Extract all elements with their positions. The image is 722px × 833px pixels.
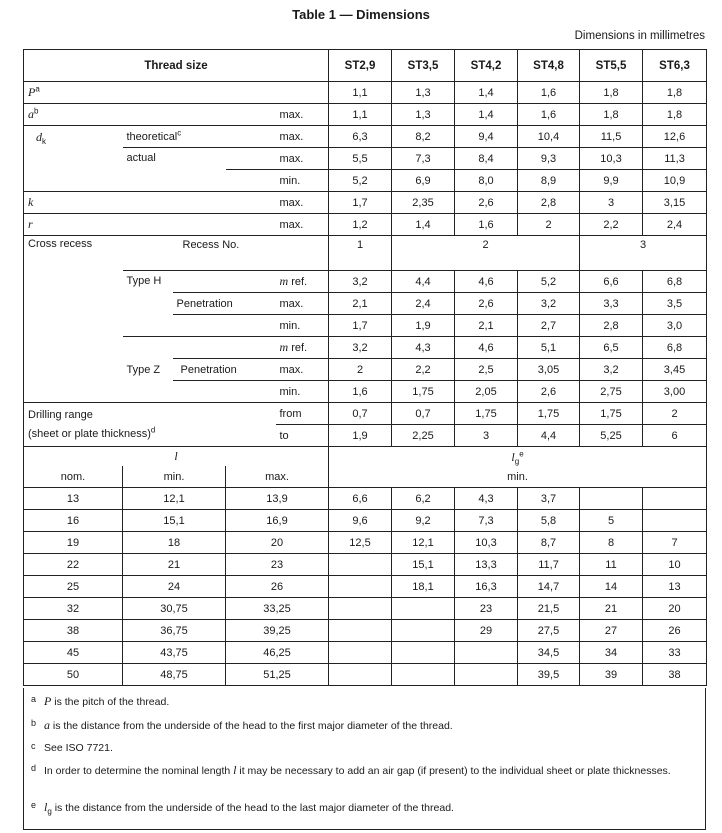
lg-cell: [455, 664, 518, 686]
lg-cell: 16,3: [455, 576, 518, 598]
lg-cell: 13,3: [455, 554, 518, 576]
nom-cell: 38: [24, 620, 123, 642]
value-cell: 5,5: [329, 148, 392, 170]
lg-cell: 11,7: [518, 554, 580, 576]
footnote-mark: c: [31, 741, 36, 751]
symbol-a: a: [28, 107, 34, 121]
lg-cell: 38: [643, 664, 707, 686]
value-cell: 1,75: [518, 403, 580, 425]
min-cell: 12,1: [123, 488, 226, 510]
value-cell: 1,6: [455, 214, 518, 236]
qualifier-text: ref.: [288, 276, 308, 288]
lg-cell: 7: [643, 532, 707, 554]
lg-cell: 10,3: [455, 532, 518, 554]
value-cell: 1,1: [329, 104, 392, 126]
nom-header: nom.: [24, 466, 123, 488]
footnote-mark: c: [177, 127, 182, 137]
units-note: Dimensions in millimetres: [574, 30, 705, 42]
footnote-text: [44, 763, 701, 779]
value-cell: 2,6: [518, 381, 580, 403]
length-row: [24, 510, 707, 532]
value-cell: 2,8: [580, 315, 643, 337]
value-cell: 3,15: [643, 192, 707, 214]
a-label: [24, 104, 276, 126]
value-cell: 4,4: [518, 425, 580, 447]
lg-cell: [580, 488, 643, 510]
lg-cell: 14,7: [518, 576, 580, 598]
value-cell: 2,4: [643, 214, 707, 236]
lg-cell: 7,3: [455, 510, 518, 532]
value-cell: 3,00: [643, 381, 707, 403]
symbol-m: m: [279, 274, 289, 288]
footnote-text: [44, 741, 701, 756]
qualifier: min.: [276, 381, 329, 403]
value-cell: 10,3: [580, 148, 643, 170]
lg-cell: 21,5: [518, 598, 580, 620]
value-cell: 4,4: [392, 271, 455, 293]
qualifier: max.: [276, 104, 329, 126]
value-cell: 3,2: [518, 293, 580, 315]
value-cell: 1,8: [643, 104, 707, 126]
label: (sheet or plate thickness): [28, 428, 151, 440]
text: it may be necessary to add an air gap (if present) to the individual sheet or plate thicknesses.: [236, 765, 671, 777]
qualifier: max.: [276, 192, 329, 214]
footnote-mark: d: [150, 425, 156, 435]
penetration-label: Penetration: [173, 359, 276, 381]
lg-qualifier: min.: [507, 470, 528, 483]
footnote-mark: a: [35, 84, 40, 94]
max-cell: 39,25: [226, 620, 329, 642]
nom-cell: 22: [24, 554, 123, 576]
max-header: max.: [226, 466, 329, 488]
subscript: k: [42, 137, 46, 147]
lg-cell: 11: [580, 554, 643, 576]
value-cell: 2,1: [455, 315, 518, 337]
value-cell: 5,2: [329, 170, 392, 192]
min-cell: 30,75: [123, 598, 226, 620]
value-cell: 5,25: [580, 425, 643, 447]
max-cell: 26: [226, 576, 329, 598]
footnote-mark: a: [31, 694, 37, 704]
qualifier: [276, 337, 329, 359]
value-cell: 2,2: [392, 359, 455, 381]
footnotes: [23, 688, 706, 830]
value-cell: 10,9: [643, 170, 707, 192]
lg-cell: 4,3: [455, 488, 518, 510]
value-cell: 2,25: [392, 425, 455, 447]
spacer: [173, 315, 276, 337]
value-cell: 3,3: [580, 293, 643, 315]
subscript: g: [514, 456, 520, 466]
row-r: [24, 214, 707, 236]
table-title: Table 1 — Dimensions: [292, 7, 430, 22]
max-cell: 33,25: [226, 598, 329, 620]
lg-cell: 5,8: [518, 510, 580, 532]
value-cell: 3,45: [643, 359, 707, 381]
symbol: l: [233, 763, 237, 777]
min-cell: 18: [123, 532, 226, 554]
value-cell: 6,8: [643, 337, 707, 359]
lg-cell: [329, 664, 392, 686]
pitch-label: [24, 82, 329, 104]
value-cell: 1,8: [643, 82, 707, 104]
value-cell: 1,7: [329, 192, 392, 214]
value-cell: 2: [518, 214, 580, 236]
footnote-mark: b: [34, 106, 39, 116]
value-cell: 1,3: [392, 104, 455, 126]
value-cell: 5,1: [518, 337, 580, 359]
value-cell: 6,9: [392, 170, 455, 192]
nom-cell: 19: [24, 532, 123, 554]
size-header: ST2,9: [329, 50, 392, 82]
length-row: [24, 598, 707, 620]
qualifier: max.: [276, 293, 329, 315]
qualifier-text: ref.: [288, 342, 308, 354]
value-cell: 8,4: [455, 148, 518, 170]
value-cell: 10,4: [518, 126, 580, 148]
spacer: [226, 170, 276, 192]
symbol-l: l: [174, 449, 178, 463]
footnote-text: [44, 718, 701, 734]
footnote-e: [31, 800, 701, 816]
nom-cell: 16: [24, 510, 123, 532]
row-dk-actual-max: [24, 148, 707, 170]
value-cell: 4,6: [455, 271, 518, 293]
symbol-k: k: [28, 195, 34, 209]
max-cell: 16,9: [226, 510, 329, 532]
lg-cell: 13: [643, 576, 707, 598]
min-cell: 21: [123, 554, 226, 576]
value-cell: 3,0: [643, 315, 707, 337]
lg-cell: 21: [580, 598, 643, 620]
value-cell: 4,3: [392, 337, 455, 359]
text: is the pitch of the thread.: [51, 696, 170, 708]
dk-label: [24, 126, 123, 192]
value-cell: 1,6: [518, 82, 580, 104]
qualifier: from: [276, 403, 329, 425]
lg-header: [329, 447, 707, 488]
recess-value: 1: [329, 236, 392, 271]
value-cell: 2,35: [392, 192, 455, 214]
row-length-header-1: [24, 447, 707, 467]
min-cell: 48,75: [123, 664, 226, 686]
lg-cell: 3,7: [518, 488, 580, 510]
min-cell: 24: [123, 576, 226, 598]
recess-value: 2: [392, 236, 580, 271]
text: See ISO 7721.: [44, 742, 113, 754]
value-cell: 11,5: [580, 126, 643, 148]
value-cell: 4,6: [455, 337, 518, 359]
nom-cell: 32: [24, 598, 123, 620]
value-cell: 1,9: [329, 425, 392, 447]
value-cell: 1,1: [329, 82, 392, 104]
value-cell: 2: [329, 359, 392, 381]
subscript: g: [47, 807, 52, 817]
max-cell: 51,25: [226, 664, 329, 686]
row-recess-no: [24, 236, 707, 271]
spacer: [173, 337, 276, 359]
footnote-mark: d: [31, 763, 37, 773]
lg-cell: 6,6: [329, 488, 392, 510]
thread-size-header: Thread size: [24, 50, 329, 82]
value-cell: 3: [580, 192, 643, 214]
lg-cell: 27: [580, 620, 643, 642]
value-cell: 2,6: [455, 293, 518, 315]
lg-cell: 10: [643, 554, 707, 576]
actual-label: actual: [123, 148, 226, 192]
nom-cell: 50: [24, 664, 123, 686]
row-pitch: [24, 82, 707, 104]
footnote-a: [31, 694, 701, 710]
nom-cell: 13: [24, 488, 123, 510]
row-type-h-m: [24, 271, 707, 293]
max-cell: 23: [226, 554, 329, 576]
length-row: [24, 664, 707, 686]
size-header: ST4,8: [518, 50, 580, 82]
value-cell: 2: [643, 403, 707, 425]
value-cell: 1,7: [329, 315, 392, 337]
min-cell: 15,1: [123, 510, 226, 532]
footnote-text: [44, 694, 701, 710]
recess-no-label: Recess No.: [123, 236, 329, 271]
symbol-m: m: [279, 340, 289, 354]
lg-cell: 39,5: [518, 664, 580, 686]
lg-cell: [392, 620, 455, 642]
value-cell: 0,7: [392, 403, 455, 425]
value-cell: 9,9: [580, 170, 643, 192]
penetration-label: Penetration: [173, 293, 276, 315]
qualifier: [276, 271, 329, 293]
value-cell: 2,05: [455, 381, 518, 403]
min-header: min.: [123, 466, 226, 488]
max-cell: 46,25: [226, 642, 329, 664]
row-drill-from: [24, 403, 707, 425]
footnote-mark: e: [31, 800, 37, 810]
row-dk-theoretical: [24, 126, 707, 148]
lg-cell: [392, 664, 455, 686]
value-cell: 2,1: [329, 293, 392, 315]
label: theoretical: [126, 130, 178, 143]
value-cell: 2,8: [518, 192, 580, 214]
value-cell: 9,4: [455, 126, 518, 148]
cross-recess-label: Cross recess: [24, 236, 123, 403]
lg-cell: 8,7: [518, 532, 580, 554]
value-cell: 8,2: [392, 126, 455, 148]
length-row: [24, 554, 707, 576]
value-cell: 1,6: [518, 104, 580, 126]
size-header: ST4,2: [455, 50, 518, 82]
lg-cell: [329, 642, 392, 664]
value-cell: 2,2: [580, 214, 643, 236]
lg-cell: 34: [580, 642, 643, 664]
size-header: ST3,5: [392, 50, 455, 82]
lg-cell: 8: [580, 532, 643, 554]
lg-cell: [329, 598, 392, 620]
value-cell: 1,9: [392, 315, 455, 337]
value-cell: 6: [643, 425, 707, 447]
value-cell: 1,8: [580, 104, 643, 126]
qualifier: min.: [276, 170, 329, 192]
row-type-z-m: [24, 337, 707, 359]
lg-cell: [392, 642, 455, 664]
lg-cell: [329, 554, 392, 576]
lg-cell: 12,5: [329, 532, 392, 554]
lg-cell: 18,1: [392, 576, 455, 598]
lg-cell: [392, 598, 455, 620]
value-cell: 3,2: [329, 271, 392, 293]
dimensions-table: [23, 49, 707, 686]
value-cell: 8,9: [518, 170, 580, 192]
value-cell: 3,2: [329, 337, 392, 359]
symbol-lg: l: [511, 449, 515, 464]
value-cell: 3: [455, 425, 518, 447]
value-cell: 6,8: [643, 271, 707, 293]
value-cell: 6,6: [580, 271, 643, 293]
spacer: [173, 271, 276, 293]
qualifier: max.: [276, 148, 329, 170]
nom-cell: 45: [24, 642, 123, 664]
k-label: [24, 192, 276, 214]
lg-cell: 29: [455, 620, 518, 642]
footnote-d: [31, 763, 701, 779]
text: is the distance from the underside of the head to the first major diameter of the thread.: [50, 720, 453, 732]
lg-cell: 12,1: [392, 532, 455, 554]
value-cell: 12,6: [643, 126, 707, 148]
lg-cell: 9,6: [329, 510, 392, 532]
length-row: [24, 532, 707, 554]
spacer: [226, 148, 276, 170]
lg-cell: 33: [643, 642, 707, 664]
footnote-c: [31, 741, 701, 756]
value-cell: 1,75: [455, 403, 518, 425]
footnote-mark: b: [31, 718, 37, 728]
value-cell: 8,0: [455, 170, 518, 192]
value-cell: 6,3: [329, 126, 392, 148]
symbol: P: [44, 694, 52, 708]
value-cell: 7,3: [392, 148, 455, 170]
lg-cell: 9,2: [392, 510, 455, 532]
lg-cell: [643, 488, 707, 510]
value-cell: 1,8: [580, 82, 643, 104]
value-cell: 1,3: [392, 82, 455, 104]
value-cell: 3,5: [643, 293, 707, 315]
value-cell: 2,6: [455, 192, 518, 214]
value-cell: 3,05: [518, 359, 580, 381]
lg-cell: 15,1: [392, 554, 455, 576]
symbol-r: r: [28, 217, 33, 231]
value-cell: 9,3: [518, 148, 580, 170]
value-cell: 2,7: [518, 315, 580, 337]
symbol-d: d: [36, 130, 42, 144]
value-cell: 2,4: [392, 293, 455, 315]
length-row: [24, 620, 707, 642]
lg-cell: 6,2: [392, 488, 455, 510]
length-row: [24, 576, 707, 598]
lg-cell: 26: [643, 620, 707, 642]
drilling-range-label: [24, 403, 276, 447]
lg-cell: [643, 510, 707, 532]
length-row: [24, 488, 707, 510]
value-cell: 6,5: [580, 337, 643, 359]
lg-cell: [455, 642, 518, 664]
lg-cell: 20: [643, 598, 707, 620]
value-cell: 5,2: [518, 271, 580, 293]
value-cell: 1,4: [455, 104, 518, 126]
value-cell: 11,3: [643, 148, 707, 170]
value-cell: 1,75: [392, 381, 455, 403]
header-row: [24, 50, 707, 82]
lg-cell: 23: [455, 598, 518, 620]
theoretical-label: [123, 126, 276, 148]
value-cell: 3,2: [580, 359, 643, 381]
value-cell: 1,4: [392, 214, 455, 236]
symbol: a: [44, 718, 50, 732]
text: is the distance from the underside of the head to the last major diameter of the thread.: [51, 802, 454, 814]
r-label: [24, 214, 276, 236]
value-cell: 1,6: [329, 381, 392, 403]
qualifier: to: [276, 425, 329, 447]
lg-cell: 14: [580, 576, 643, 598]
max-cell: 20: [226, 532, 329, 554]
size-header: ST6,3: [643, 50, 707, 82]
lg-cell: 5: [580, 510, 643, 532]
footnote-b: [31, 718, 701, 734]
qualifier: max.: [276, 359, 329, 381]
type-h-label: Type H: [123, 271, 173, 337]
symbol-p: P: [28, 85, 36, 99]
row-k: [24, 192, 707, 214]
label: Drilling range: [28, 409, 93, 421]
footnote-mark: e: [519, 448, 524, 458]
lg-cell: [329, 576, 392, 598]
size-header: ST5,5: [580, 50, 643, 82]
value-cell: 2,5: [455, 359, 518, 381]
row-a: [24, 104, 707, 126]
lg-cell: [329, 620, 392, 642]
length-row: [24, 642, 707, 664]
nom-cell: 25: [24, 576, 123, 598]
qualifier: min.: [276, 315, 329, 337]
lg-cell: 34,5: [518, 642, 580, 664]
type-z-label: Type Z: [123, 337, 173, 403]
value-cell: 2,75: [580, 381, 643, 403]
recess-value: 3: [580, 236, 707, 271]
lg-cell: 27,5: [518, 620, 580, 642]
l-header: [24, 447, 329, 467]
value-cell: 1,2: [329, 214, 392, 236]
symbol: l: [44, 800, 48, 814]
min-cell: 43,75: [123, 642, 226, 664]
min-cell: 36,75: [123, 620, 226, 642]
max-cell: 13,9: [226, 488, 329, 510]
text: In order to determine the nominal length: [44, 765, 234, 777]
value-cell: 1,4: [455, 82, 518, 104]
footnote-text: [44, 800, 701, 816]
qualifier: max.: [276, 126, 329, 148]
value-cell: 0,7: [329, 403, 392, 425]
qualifier: max.: [276, 214, 329, 236]
lg-cell: 39: [580, 664, 643, 686]
spacer: [173, 381, 276, 403]
value-cell: 1,75: [580, 403, 643, 425]
